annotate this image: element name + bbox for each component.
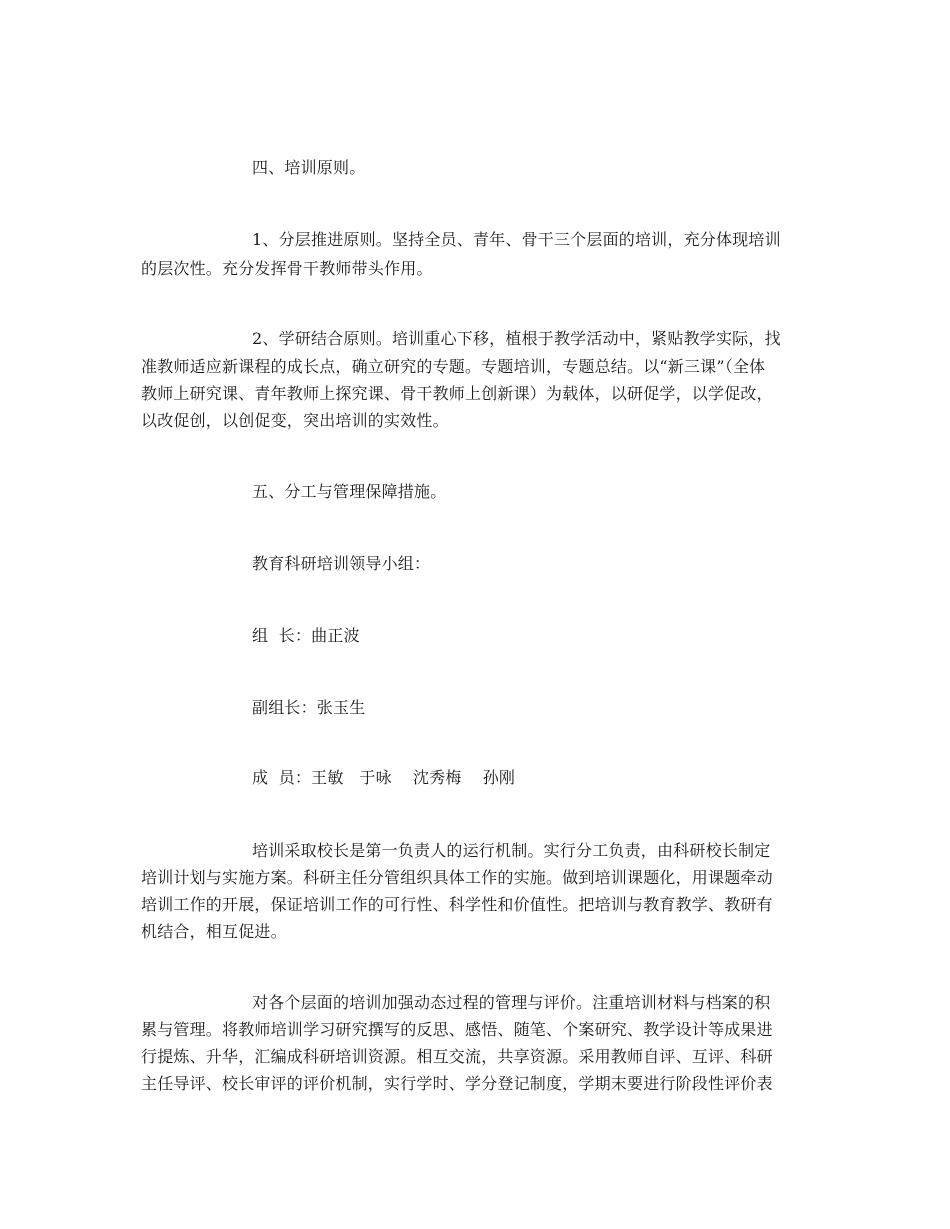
principle-2-line-3: 教师上研究课、青年教师上探究课、骨干教师上创新课）为载体，以研促学，以学促改， [141, 384, 773, 403]
deputy-leader: 副组长：张玉生 [252, 698, 366, 717]
paragraph-3-line-4: 机结合，相互促进。 [141, 922, 287, 941]
paragraph-3-line-1: 培训采取校长是第一负责人的运行机制。实行分工负责，由科研校长制定 [252, 841, 771, 860]
paragraph-3-line-3: 培训工作的开展，保证培训工作的可行性、科学性和价值性。把培训与教育教学、教研有 [141, 895, 773, 914]
principle-1-line-2: 的层次性。充分发挥骨干教师带头作用。 [141, 259, 433, 278]
paragraph-4-line-1: 对各个层面的培训加强动态过程的管理与评价。注重培训材料与档案的积 [252, 993, 771, 1012]
group-leader: 组 长：曲正波 [252, 626, 360, 645]
paragraph-4-line-4: 主任导评、校长审评的评价机制，实行学时、学分登记制度，学期末要进行阶段性评价表 [141, 1074, 773, 1093]
principle-1-line-1: 1、分层推进原则。坚持全员、青年、骨干三个层面的培训，充分体现培训 [252, 230, 781, 249]
section-5-heading: 五、分工与管理保障措施。 [252, 482, 447, 501]
paragraph-3-line-2: 培训计划与实施方案。科研主任分管组织具体工作的实施。做到培训课题化，用课题牵动 [141, 868, 773, 887]
leadership-group-title: 教育科研培训领导小组： [252, 554, 431, 573]
section-4-heading: 四、培训原则。 [252, 158, 366, 177]
group-members: 成 员：王敏 于咏 沈秀梅 孙刚 [252, 768, 516, 787]
paragraph-4-line-2: 累与管理。将教师培训学习研究撰写的反思、感悟、随笔、个案研究、教学设计等成果进 [141, 1020, 773, 1039]
principle-2-line-2: 准教师适应新课程的成长点，确立研究的专题。专题培训，专题总结。以“新三课”（全体 [141, 357, 766, 376]
principle-2-line-1: 2、学研结合原则。培训重心下移，植根于教学活动中，紧贴教学实际，找 [252, 329, 781, 348]
paragraph-4-line-3: 行提炼、升华，汇编成科研培训资源。相互交流，共享资源。采用教师自评、互评、科研 [141, 1047, 773, 1066]
principle-2-line-4: 以改促创，以创促变，突出培训的实效性。 [141, 411, 449, 430]
